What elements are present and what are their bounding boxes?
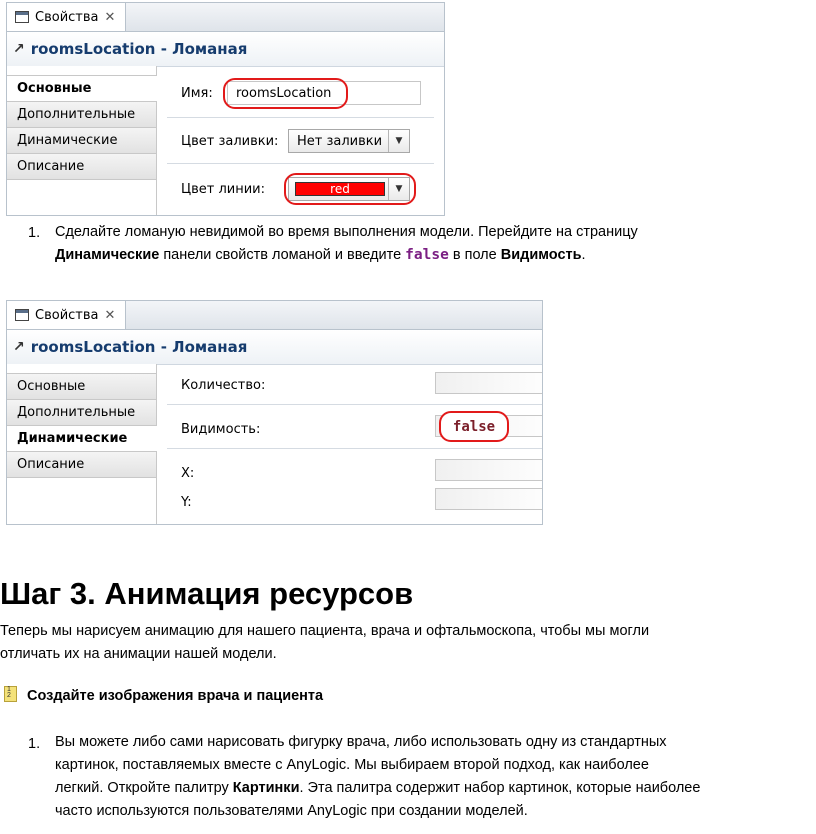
x-label: X: <box>181 466 195 481</box>
properties-window-icon <box>15 11 29 23</box>
count-label: Количество: <box>181 378 266 393</box>
step2-line-4: часто используются пользователями AnyLogic при создании моделей. <box>55 803 528 819</box>
step1-bold-visibility: Видимость <box>500 247 582 263</box>
step1-text-b: панели свойств ломаной и введите <box>159 247 406 263</box>
y-label: Y: <box>181 495 192 510</box>
sidebar-item-advanced[interactable]: Дополнительные <box>7 102 157 128</box>
step2-line-2: картинок, поставляемых вместе с AnyLogic. Мы выбираем второй подход, как наиболее <box>55 757 649 773</box>
panel-header <box>7 32 444 67</box>
divider <box>167 163 434 164</box>
line-color-highlight <box>284 173 416 205</box>
sidebar-item-dynamic[interactable]: Динамические <box>7 426 157 452</box>
name-label: Имя: <box>181 86 213 101</box>
step2-bold-pictures: Картинки <box>232 780 300 796</box>
sidebar <box>7 66 157 216</box>
y-input[interactable] <box>435 488 543 510</box>
sidebar-item-dynamic[interactable]: Динамические <box>7 128 157 154</box>
properties-tab-label: Свойства <box>35 9 99 25</box>
section-heading: Шаг 3. Анимация ресурсов <box>0 576 414 611</box>
step1-text-a: Сделайте ломаную невидимой во время выполнения модели. Перейдите на страницу <box>55 224 638 240</box>
divider <box>167 448 542 449</box>
intro-line-1: Теперь мы нарисуем анимацию для нашего пациента, врача и офтальмоскопа, чтобы мы могли <box>0 623 650 639</box>
fill-color-select[interactable] <box>288 129 410 153</box>
panel-header-title: roomsLocation - Ломаная <box>30 40 248 58</box>
sidebar-fill <box>7 180 157 216</box>
subheading: Создайте изображения врача и пациента <box>27 688 324 704</box>
step1-bold-dynamic: Динамические <box>55 247 160 263</box>
properties-tab[interactable] <box>7 301 126 329</box>
numbered-list-icon: 1 2 <box>4 686 17 702</box>
sidebar-item-description[interactable]: Описание <box>7 452 157 478</box>
step2-text <box>55 731 795 823</box>
content-area <box>157 364 542 524</box>
properties-panel-basic <box>6 2 445 216</box>
step-number: 1. <box>28 736 41 752</box>
properties-tab-label: Свойства <box>35 307 99 323</box>
step2-line-3b: . Эта палитра содержит набор картинок, которые наиболее <box>299 780 701 796</box>
sidebar-spacer <box>7 364 157 374</box>
count-input[interactable] <box>435 372 543 394</box>
sidebar-item-basic[interactable]: Основные <box>7 374 157 400</box>
fill-color-value: Нет заливки <box>297 133 383 149</box>
name-input[interactable]: roomsLocation <box>227 81 421 105</box>
panel-header-title: roomsLocation - Ломаная <box>30 338 248 356</box>
sidebar-item-description[interactable]: Описание <box>7 154 157 180</box>
polyline-icon: ↗ <box>13 41 25 57</box>
divider <box>167 117 434 118</box>
properties-tab[interactable] <box>7 3 126 31</box>
content-area <box>157 66 444 215</box>
sidebar-item-basic[interactable]: Основные <box>7 76 157 102</box>
fill-label: Цвет заливки: <box>181 134 279 149</box>
sidebar-fill <box>7 478 157 525</box>
properties-window-icon <box>15 309 29 321</box>
divider <box>167 404 542 405</box>
close-icon[interactable]: ✕ <box>104 307 116 323</box>
step2-line-3a: легкий. Откройте палитру <box>55 780 233 796</box>
line-color-value: red <box>330 182 350 196</box>
visibility-highlight <box>439 411 509 442</box>
visibility-value: false <box>452 418 496 435</box>
sidebar-spacer <box>7 66 157 76</box>
step1-text-c: в поле <box>448 247 501 263</box>
dropdown-arrow-icon[interactable]: ▼ <box>388 178 409 200</box>
step1-text <box>55 221 755 267</box>
step1-code: false <box>405 247 449 263</box>
panel-header <box>7 330 542 365</box>
panel-tab-bar <box>7 301 542 330</box>
step1-text-d: . <box>581 247 586 263</box>
x-input[interactable] <box>435 459 543 481</box>
intro-text <box>0 620 800 666</box>
properties-panel-dynamic <box>6 300 543 525</box>
close-icon[interactable]: ✕ <box>104 9 116 25</box>
name-highlight <box>223 78 348 109</box>
sidebar <box>7 364 157 525</box>
visibility-label: Видимость: <box>181 422 261 437</box>
step-number: 1. <box>28 225 41 241</box>
line-label: Цвет линии: <box>181 182 265 197</box>
sidebar-item-advanced[interactable]: Дополнительные <box>7 400 157 426</box>
step2-line-1: Вы можете либо сами нарисовать фигурку врача, либо использовать одну из стандартных <box>55 734 667 750</box>
polyline-icon: ↗ <box>13 339 25 355</box>
panel-tab-bar <box>7 3 444 32</box>
dropdown-arrow-icon[interactable]: ▼ <box>388 130 409 152</box>
intro-line-2: отличать их на анимации нашей модели. <box>0 646 277 662</box>
